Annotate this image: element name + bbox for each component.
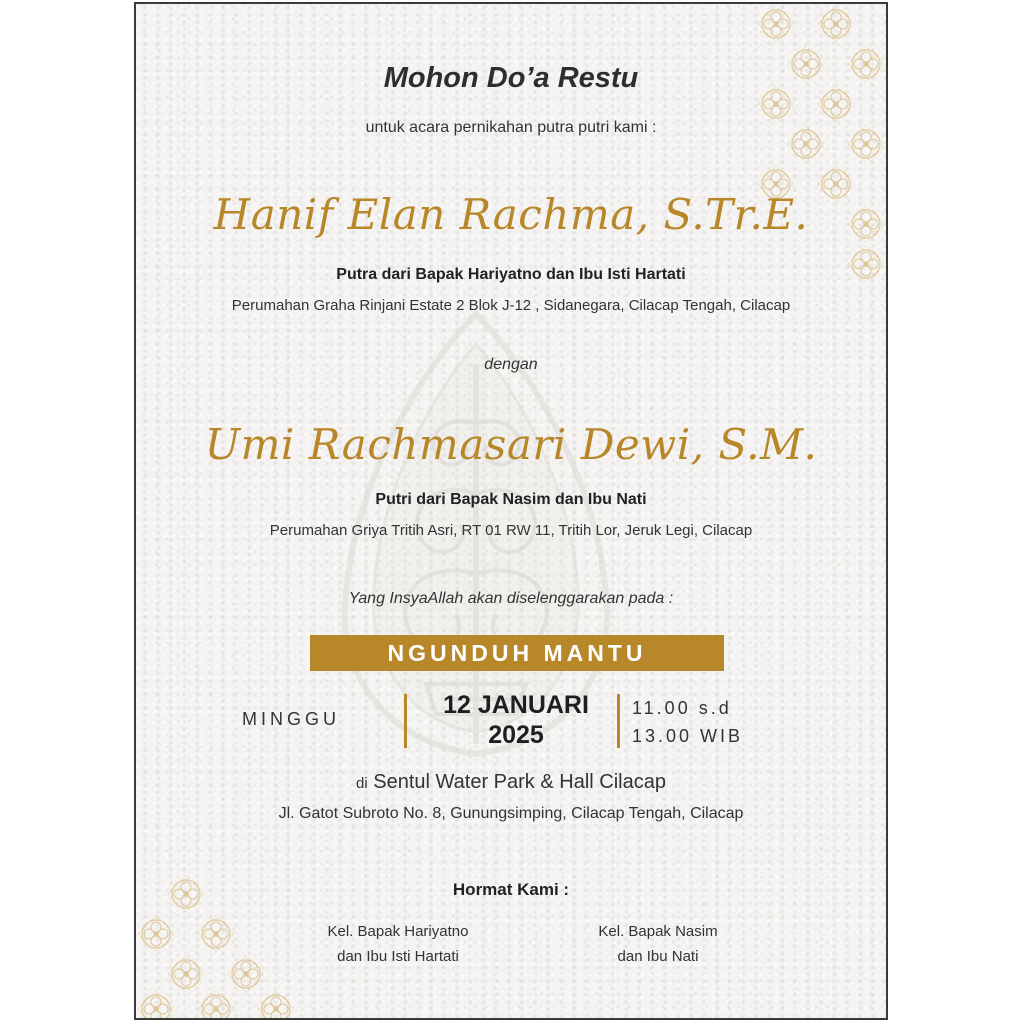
divider-right [617,694,620,748]
family-bride [538,919,778,969]
venue-address: Jl. Gatot Subroto No. 8, Gunungsimping, Cilacap Tengah, Cilacap [278,805,744,822]
family-groom-line2: dan Ibu Isti Hartati [337,948,459,965]
batik-pattern-top-right [746,4,888,304]
family-bride-line2: dan Ibu Nati [617,948,699,965]
invitation-card [134,2,888,1020]
groom-parents: Putra dari Bapak Hariyatno dan Ibu Isti Hartati [336,266,686,283]
event-date-day-month: 12 JANUARI [443,691,589,719]
event-time [632,694,743,750]
bride-name: Umi Rachmasari Dewi, S.M. [204,420,818,469]
event-time-start: 11.00 s.d [632,698,732,718]
invitation-subtitle: untuk acara pernikahan putra putri kami : [365,119,657,136]
family-bride-line1: Kel. Bapak Nasim [598,923,718,940]
bride-address: Perumahan Griya Tritih Asri, RT 01 RW 11, Tritih Lor, Jeruk Legi, Cilacap [269,522,753,539]
venue-prefix: di [356,775,368,792]
event-day: MINGGU [242,709,340,729]
event-name-banner: NGUNDUH MANTU [310,635,724,671]
event-time-end: 13.00 WIB [632,726,744,746]
invitation-title: Mohon Do’a Restu [383,62,639,94]
bride-parents: Putri dari Bapak Nasim dan Ibu Nati [375,491,647,508]
event-date [416,690,616,750]
venue-name: Sentul Water Park & Hall Cilacap [373,771,666,793]
family-groom-line1: Kel. Bapak Hariyatno [327,923,469,940]
event-venue [136,771,886,794]
connector-text: dengan [484,356,538,373]
event-intro: Yang InsyaAllah akan diselenggarakan pada : [348,590,674,607]
groom-name: Hanif Elan Rachma, S.Tr.E. [213,190,809,239]
event-date-year: 2025 [488,721,544,749]
divider-left [404,694,407,748]
family-groom [278,919,518,969]
groom-address: Perumahan Graha Rinjani Estate 2 Blok J-12 , Sidanegara, Cilacap Tengah, Cilacap [231,297,791,314]
closing-regards: Hormat Kami : [452,880,570,899]
